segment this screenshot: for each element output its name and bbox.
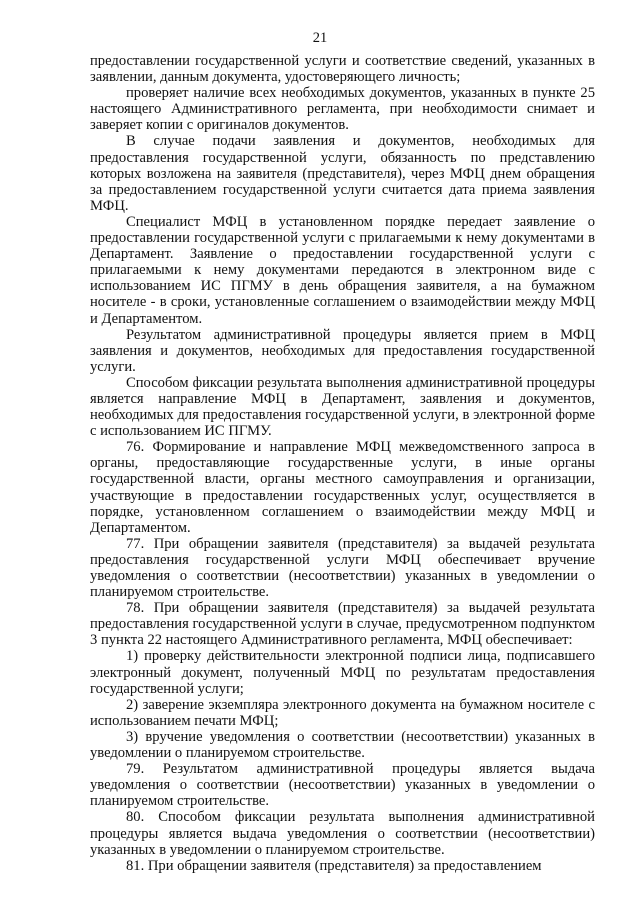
paragraph: 81. При обращении заявителя (представителя) за предоставлением [126, 857, 542, 874]
paragraph: Результатом административной процедуры является прием в МФЦ заявления и документов, необходимых для предоставления государственной услуги. [90, 326, 595, 375]
paragraph: 80. Способом фиксации результата выполнения административной процедуры является выдача уведомления о соответствии (несоответствии) указанных в уведомлении о планируемом строительстве. [90, 809, 595, 858]
paragraph: Способом фиксации результата выполнения административной процедуры является направление МФЦ в Департамент, заявления и документов, необходимых для предоставления государственной услуги, в электронной форме с использованием ИС ПГМУ. [90, 374, 595, 440]
paragraph: 1) проверку действительности электронной подписи лица, подписавшего электронный документ, полученный МФЦ по результатам предоставления государственной услуги; [90, 648, 595, 697]
page-number: 21 [312, 30, 328, 46]
paragraph: 3) вручение уведомления о соответствии (несоответствии) указанных в уведомлении о планируемом строительстве. [90, 728, 595, 762]
document-body [90, 53, 595, 874]
paragraph: 77. При обращении заявителя (представителя) за выдачей результата предоставления государственной услуги МФЦ обеспечивает вручение уведомления о соответствии (несоответствии) указанных в уведомлении о планируемом строительстве. [90, 535, 595, 601]
paragraph: проверяет наличие всех необходимых документов, указанных в пункте 25 настоящего Административного регламента, при необходимости снимает и заверяет копии с оригиналов документов. [90, 85, 595, 134]
paragraph: 79. Результатом административной процедуры является выдача уведомления о соответствии (несоответствии) указанных в уведомлении о планируемом строительстве. [90, 761, 595, 810]
paragraph: 76. Формирование и направление МФЦ межведомственного запроса в органы, предоставляющие государственные услуги, в иные органы государственной власти, органы местного самоуправления и организации, участвующие в предоставлении государственных услуг, осуществляется в порядке, установленном соглашением о взаимодействии между МФЦ и Департаментом. [90, 439, 595, 536]
paragraph: 2) заверение экземпляра электронного документа на бумажном носителе с использованием печати МФЦ; [90, 696, 595, 729]
paragraph: предоставлении государственной услуги и соответствие сведений, указанных в заявлении, данным документа, удостоверяющего личность; [90, 53, 595, 86]
paragraph: Специалист МФЦ в установленном порядке передает заявление о предоставлении государственной услуги с прилагаемыми к нему документами в Департамент. Заявление о предоставлении государственной услуги с прилагаемыми к нему документами передаются в электронном виде с использованием ИС ПГМУ в день обращения заявителя, а на бумажном носителе - в сроки, установленные соглашением о взаимодействии между МФЦ и Департаментом. [90, 213, 595, 327]
paragraph: В случае подачи заявления и документов, необходимых для предоставления государственной услуги, обязанность по представлению которых возложена на заявителя (представителя), через МФЦ днем обращения за предоставлением государственной услуги считается дата приема заявления МФЦ. [90, 133, 595, 214]
paragraph: 78. При обращении заявителя (представителя) за выдачей результата предоставления государственной услуги в случае, предусмотренном подпунктом 3 пункта 22 настоящего Административного регламента, МФЦ обеспечивает: [90, 600, 595, 649]
